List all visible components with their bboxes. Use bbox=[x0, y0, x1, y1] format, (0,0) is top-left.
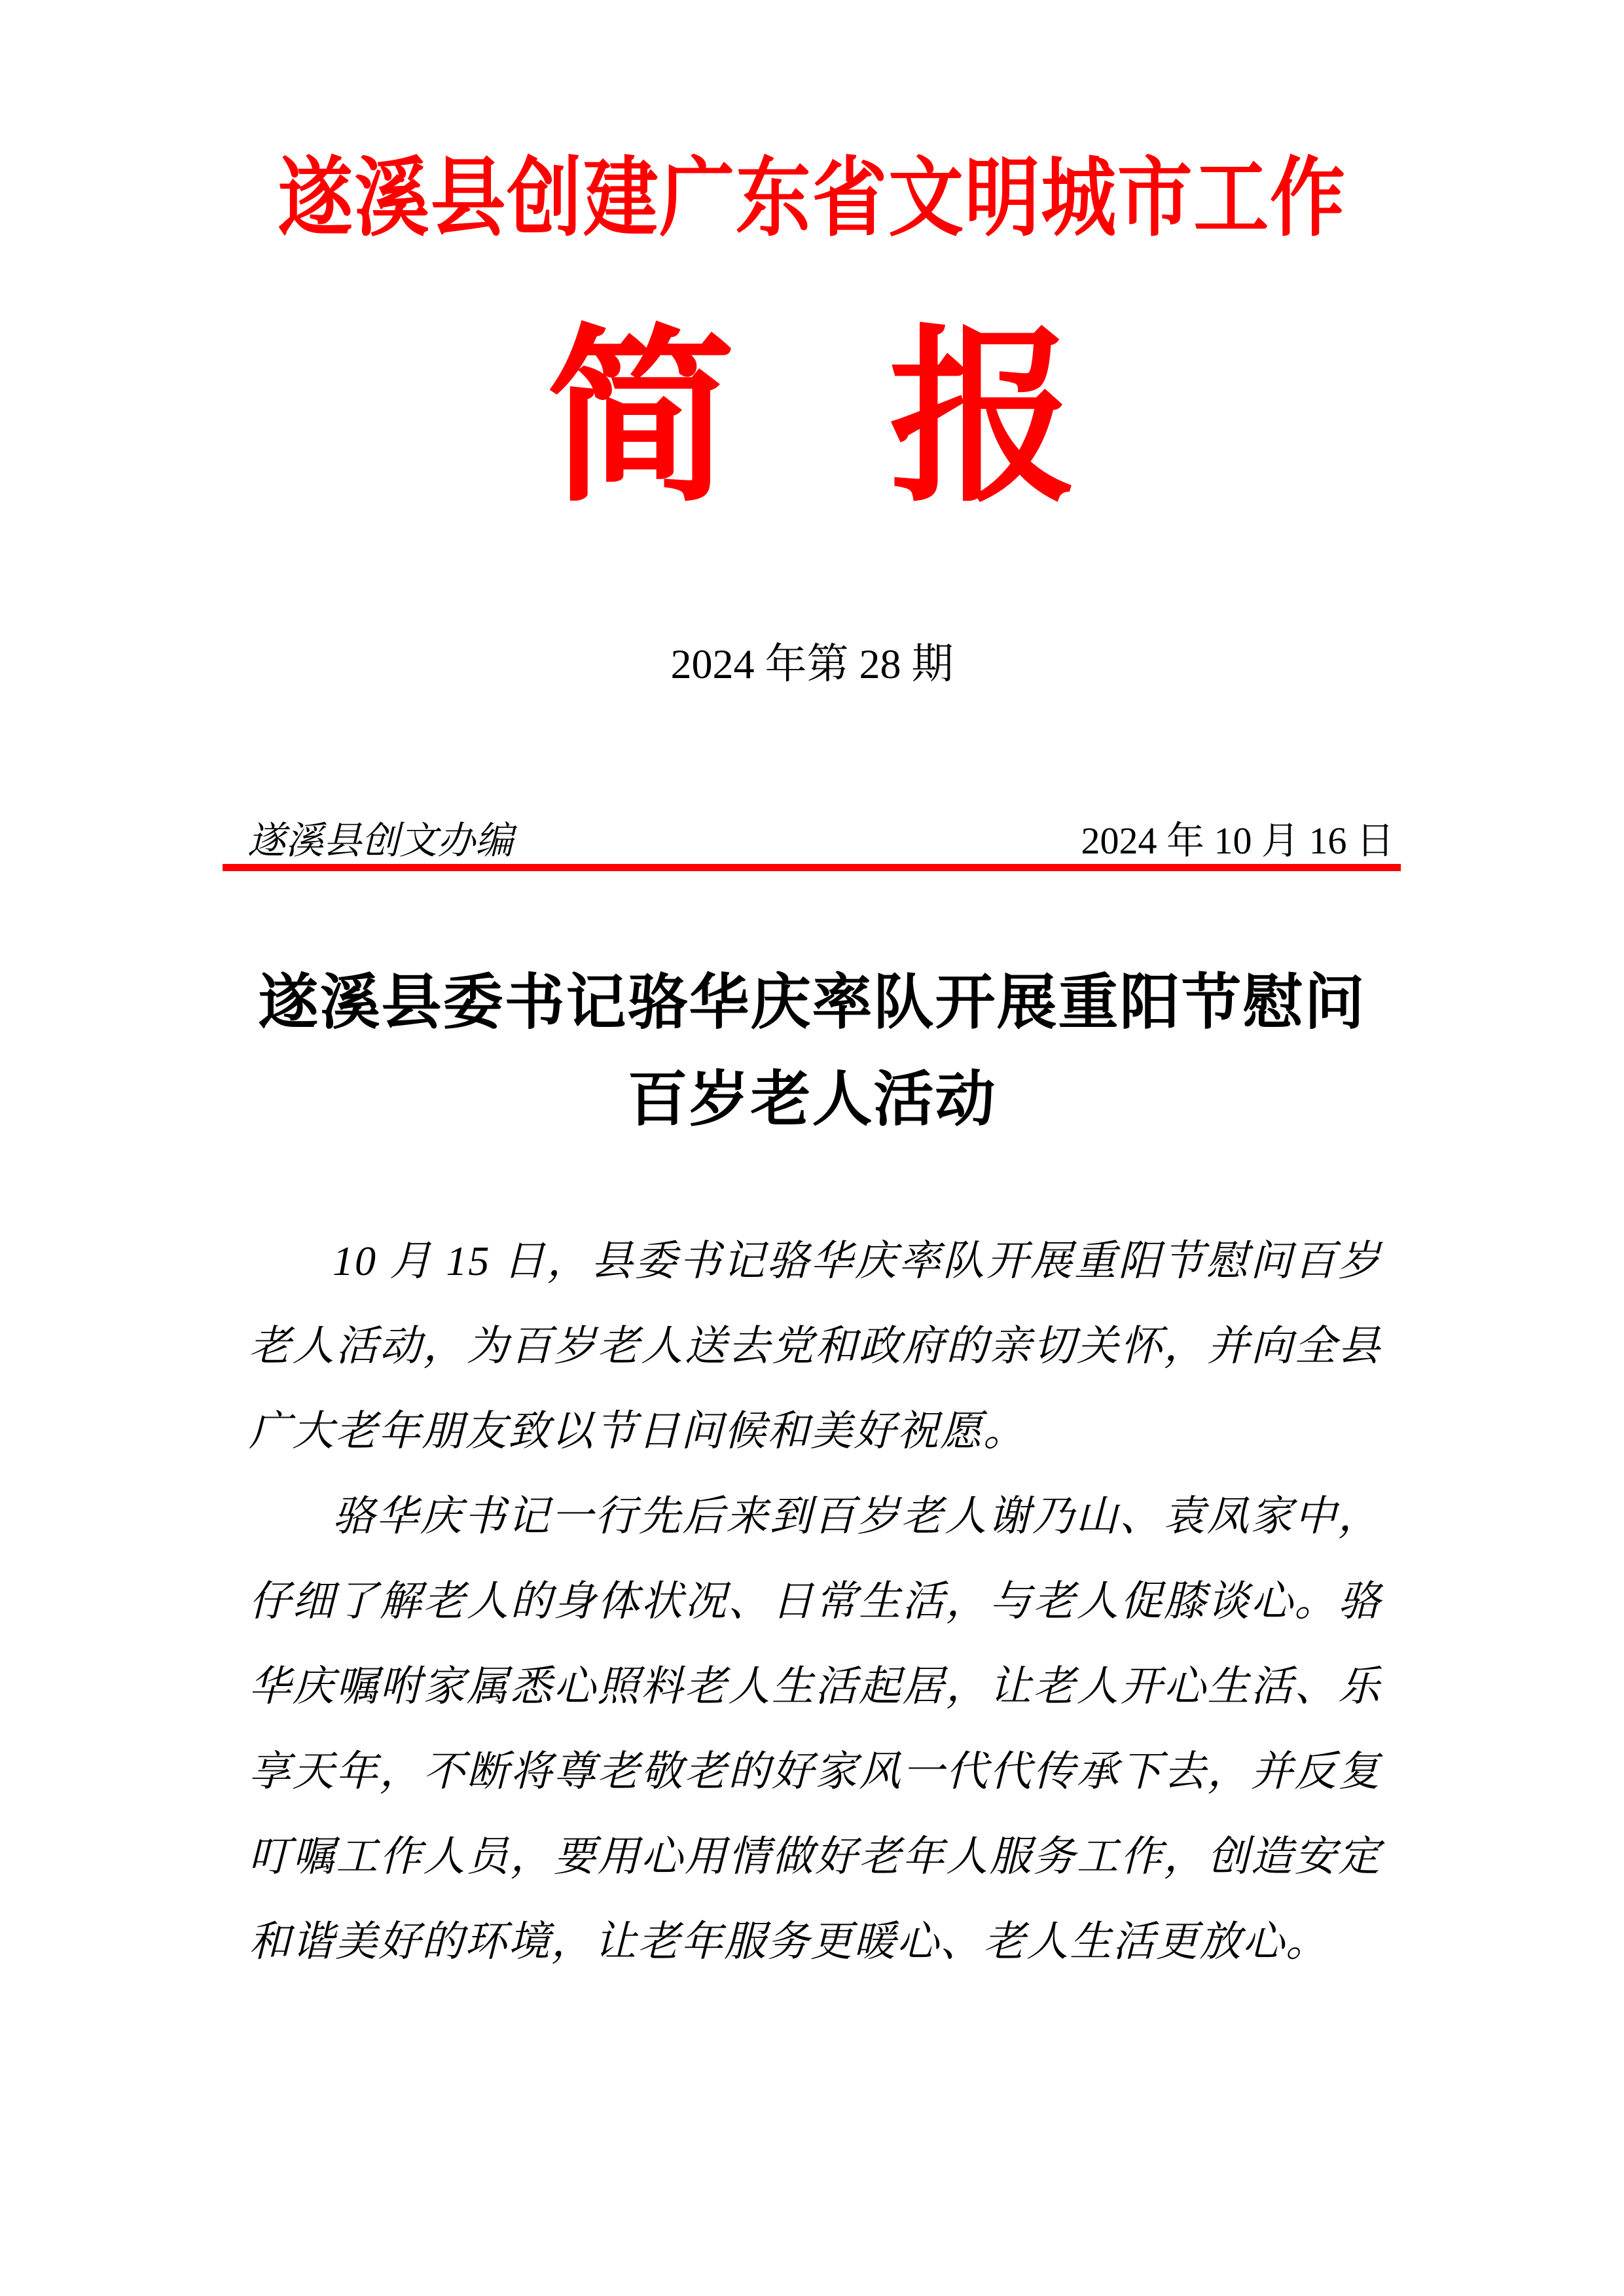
issue-number-line: 2024 年第 28 期 bbox=[670, 641, 954, 687]
bulletin-char-jian: 简 bbox=[547, 315, 735, 524]
bulletin-title bbox=[0, 315, 1624, 524]
article-title-line1: 遂溪县委书记骆华庆率队开展重阳节慰问 bbox=[258, 969, 1366, 1036]
masthead-org-title: 遂溪县创建广东省文明城市工作 bbox=[278, 151, 1346, 247]
editor-credit: 遂溪县创文办编 bbox=[247, 819, 514, 862]
red-divider-line bbox=[223, 864, 1401, 871]
article-body bbox=[249, 1219, 1381, 1984]
meta-row bbox=[247, 819, 1394, 863]
bulletin-char-bao: 报 bbox=[889, 315, 1077, 524]
body-paragraph-1: 10 月 15 日，县委书记骆华庆率队开展重阳节慰问百岁老人活动，为百岁老人送去党和政府的亲切关怀，并向全县广大老年朋友致以节日问候和美好祝愿。 bbox=[249, 1238, 1381, 1454]
publish-date: 2024 年 10 月 16 日 bbox=[1081, 819, 1394, 862]
article-title-line2: 百岁老人活动 bbox=[627, 1066, 997, 1133]
article-title bbox=[0, 954, 1624, 1148]
body-paragraph-2: 骆华庆书记一行先后来到百岁老人谢乃山、袁凤家中，仔细了解老人的身体状况、日常生活，与老人促膝谈心。骆华庆嘱咐家属悉心照料老人生活起居，让老人开心生活、乐享天年，不断将尊老敬老的好家风一代代传承下去，并反复叮嘱工作人员，要用心用情做好老年人服务工作，创造安定和谐美好的环境，让老年服务更暖心、老人生活更放心。 bbox=[249, 1493, 1381, 1965]
